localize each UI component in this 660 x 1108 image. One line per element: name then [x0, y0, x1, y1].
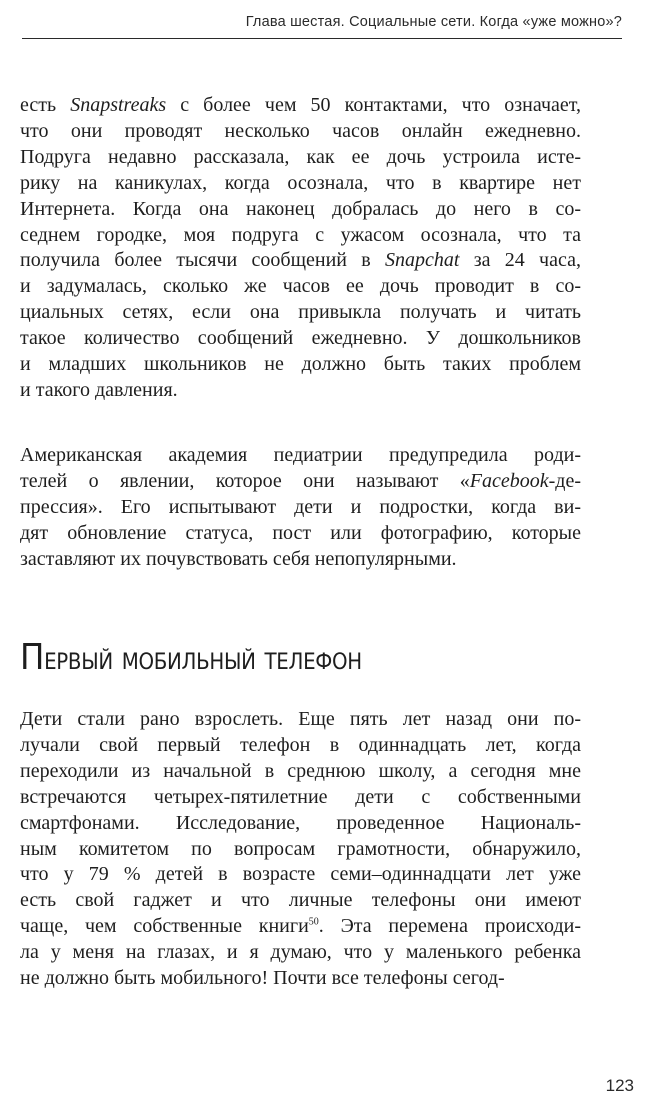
running-head: Глава шестая. Социальные сети. Когда «уже можно»? [245, 14, 622, 30]
text-line [20, 547, 581, 573]
text-run: дят обновление статуса, пост или фотографию, которые [20, 521, 581, 544]
text-run: есть [20, 94, 71, 116]
text-line [20, 197, 581, 223]
text-run: что они проводят несколько часов онлайн ежедневно. [20, 119, 581, 142]
text-run: прессия». Его испытывают дети и подростки, когда ви- [20, 495, 581, 518]
text-run: за 24 часа, [459, 249, 581, 272]
text-run: чаще, чем собственные книги [20, 915, 309, 938]
text-run: смартфонами. Исследование, проведенное Националь- [20, 811, 581, 834]
text-line [20, 171, 581, 197]
text-line [20, 248, 581, 274]
text-run: Дети стали рано взрослеть. Еще пять лет назад они по- [20, 708, 581, 730]
text-run: заставляют их почувствовать себя непопулярными. [20, 547, 457, 570]
text-run: не должно быть мобильного! Почти все телефоны сегод- [20, 967, 505, 990]
text-run: циальных сетях, если она привыкла получать и читать [20, 301, 581, 324]
paragraph-1 [20, 93, 581, 404]
text-line [20, 223, 581, 249]
text-run: с более чем 50 контактами, что означает, [166, 94, 581, 116]
text-line [20, 443, 581, 469]
text-run: и задумалась, сколько же часов ее дочь проводит в со- [20, 275, 581, 298]
text-line [20, 378, 581, 404]
text-line [20, 888, 581, 914]
text-line [20, 940, 581, 966]
text-run: ным комитетом по вопросам грамотности, обнаружило, [20, 837, 581, 860]
text-line [20, 352, 581, 378]
text-line [20, 811, 581, 837]
text-run: Интернета. Когда она наконец добралась до него в со- [20, 197, 581, 220]
section-title-rest: ервый мобильный телефон [44, 639, 362, 677]
text-line [20, 469, 581, 495]
paragraph-2 [20, 443, 581, 573]
text-run: получила более тысячи сообщений в [20, 249, 385, 272]
text-line [20, 759, 581, 785]
text-run: телей о явлении, которое они называют « [20, 469, 470, 492]
italic-term: Facebook [469, 469, 549, 492]
text-line [20, 300, 581, 326]
text-run: седнем городке, моя подруга с ужасом осознала, что та [20, 223, 581, 246]
text-run: -де- [548, 469, 581, 492]
text-run: лучали свой первый телефон в одиннадцать лет, когда [20, 733, 581, 756]
text-run: и такого давления. [20, 378, 178, 401]
text-run: и младших школьников не должно быть таких проблем [20, 353, 581, 376]
text-line [20, 119, 581, 145]
text-run: . Эта перемена происходи- [318, 915, 581, 938]
text-run: встречаются четырех-пятилетние дети с собственными [20, 785, 581, 808]
text-line [20, 966, 581, 992]
page-number: 123 [605, 1076, 634, 1095]
text-line [20, 521, 581, 547]
italic-term: Snapstreaks [70, 94, 167, 116]
section-title-initial: П [20, 637, 45, 678]
text-run: Американская академия педиатрии предупредила роди- [20, 444, 581, 466]
paragraph-3 [20, 707, 581, 992]
text-run: Подруга недавно рассказала, как ее дочь устроила исте- [20, 145, 581, 168]
text-run: есть свой гаджет и что личные телефоны они имеют [20, 889, 581, 912]
section-title [20, 637, 362, 678]
italic-term: Snapchat [385, 249, 460, 272]
text-line [20, 785, 581, 811]
text-run: такое количество сообщений ежедневно. У дошкольников [20, 327, 581, 350]
text-line [20, 326, 581, 352]
text-run: переходили из начальной в среднюю школу, а сегодня мне [20, 759, 581, 782]
text-line [20, 274, 581, 300]
text-line [20, 837, 581, 863]
text-line [20, 145, 581, 171]
text-line [20, 733, 581, 759]
text-line [20, 707, 581, 733]
text-run: ла у меня на глазах, и я думаю, что у маленького ребенка [20, 941, 581, 964]
text-run: что у 79 % детей в возрасте семи–одиннадцати лет уже [20, 863, 581, 886]
footnote-ref: 50 [308, 916, 319, 928]
text-run: рику на каникулах, когда осознала, что в квартире нет [20, 171, 581, 194]
text-line [20, 93, 581, 119]
text-line [20, 914, 581, 940]
text-line [20, 862, 581, 888]
header-rule [22, 38, 622, 39]
text-line [20, 495, 581, 521]
